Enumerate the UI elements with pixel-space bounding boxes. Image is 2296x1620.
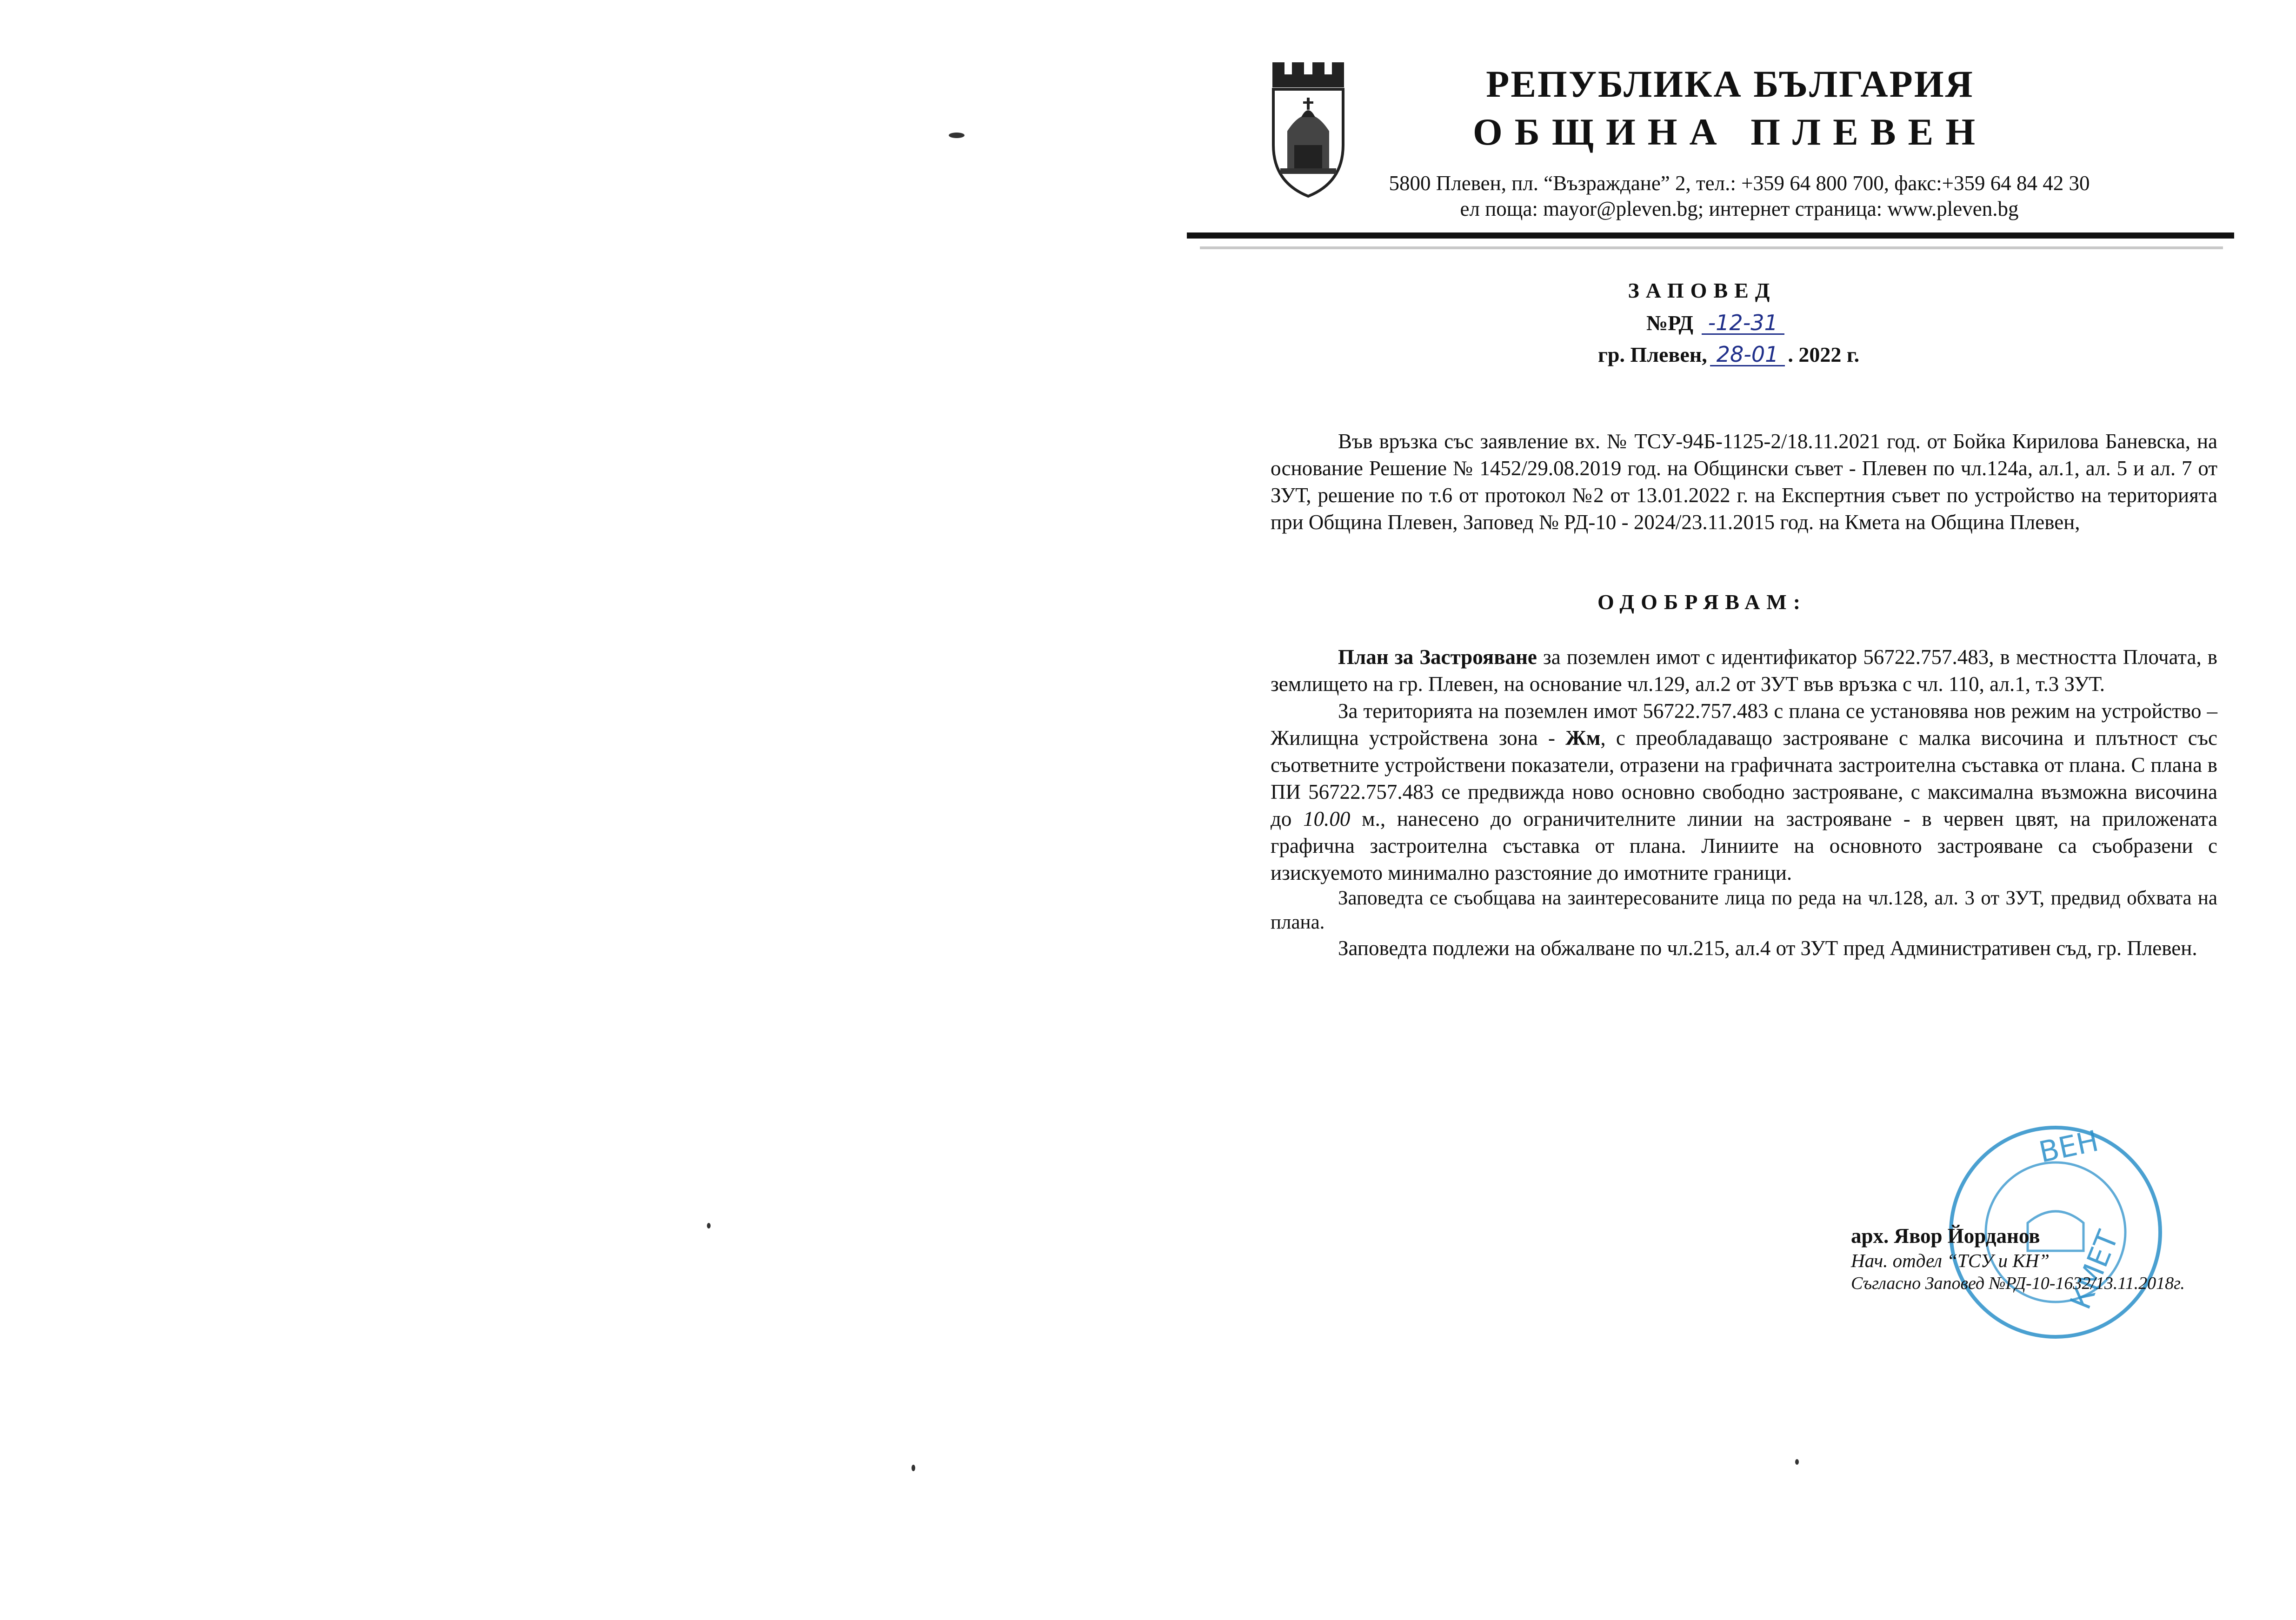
stamp-text-right: КМЕТ (2063, 1226, 2125, 1314)
decision-block (1271, 644, 2217, 962)
order-city-prefix: гр. Плевен, (1598, 343, 1707, 366)
preamble-block (1271, 428, 2217, 536)
scan-speck (949, 133, 965, 138)
zone-code-bold: Жм (1565, 726, 1601, 750)
preamble-text: Във връзка със заявление вх. № ТСУ-94Б-1125-2/18.11.2021 год. от Бойка Кирилова Баневска, на основание Решение № 1452/29.08.2019 год. на Общински съвет - Плевен по чл.124а, ал.1, ал. 5 и ал. 7 от ЗУТ, решение по т.6 от протокол №2 от 13.01.2022 г. на Експертния съвет по устройство на територията при Община Плевен, Заповед № РД-10 - 2024/23.11.2015 год. на Кмета на Община Плевен, (1271, 430, 2217, 534)
order-date-handwritten: 28-01 (1710, 344, 1785, 366)
signatory-authority: Съгласно Заповед №РД-10-1632/13.11.2018г. (1851, 1274, 2185, 1293)
max-height-value: 10.00 (1303, 807, 1351, 830)
scan-speck (707, 1223, 711, 1228)
header-address: 5800 Плевен, пл. “Възраждане” 2, тел.: +359 64 800 700, факс:+359 64 84 42 30 (1389, 172, 2090, 195)
header-title-republic: РЕПУБЛИКА БЪЛГАРИЯ (1486, 63, 1974, 105)
decision-paragraph-1-text: за поземлен имот с идентификатор 56722.757.483, в местността Плочата, в землището на гр. Плевен, на основание чл.129, ал.2 от ЗУТ във връзка с чл. 110, ал.1, т.3 ЗУТ. (1271, 645, 2218, 696)
pleven-coat-of-arms-logo (1269, 57, 1348, 201)
order-number-prefix: №РД (1646, 311, 1694, 335)
stamp-text-top: ВЕН (2036, 1123, 2102, 1169)
signature-block (1851, 1223, 2269, 1295)
decision-paragraph-2 (1271, 697, 2217, 886)
header-divider-thick (1187, 232, 2234, 239)
decision-paragraph-1 (1271, 644, 2217, 697)
order-date-line (1598, 342, 1859, 367)
notification-paragraph: Заповедта се съобщава на заинтересованите лица по реда на чл.128, ал. 3 от ЗУТ, предвид обхвата на плана. (1271, 887, 2217, 933)
decision-paragraph-2-part3: м., нанесено до ограничителните линии на застрояване - в червен цвят, на приложената графична застроителна съставка от плана. Линиите на основното застрояване са съобразени с изискуемото минимално разстояние до имотните граници. (1271, 807, 2217, 884)
scan-speck (912, 1465, 915, 1471)
header-contacts: ел поща: mayor@pleven.bg; интернет страница: www.pleven.bg (1460, 197, 2019, 220)
header-title-municipality: ОБЩИНА ПЛЕВЕН (1472, 111, 1988, 153)
signatory-name: арх. Явор Йорданов (1851, 1224, 2040, 1248)
order-number-handwritten: -12-31 (1702, 312, 1784, 335)
order-number (1646, 311, 1787, 335)
appeal-paragraph: Заповедта подлежи на обжалване по чл.215, ал.4 от ЗУТ пред Административен съд, гр. Плевен. (1338, 936, 2197, 960)
order-title: ЗАПОВЕД (1628, 279, 1777, 302)
plan-type-bold: План за Застрояване (1338, 645, 1537, 669)
scan-speck (1795, 1459, 1799, 1465)
signatory-position: Нач. отдел “ТСУ и КН” (1851, 1250, 2050, 1271)
order-year: . 2022 г. (1788, 343, 1860, 366)
approve-heading: ОДОБРЯВАМ: (1597, 590, 1807, 614)
decision-paragraph-2-part2: , с преобладаващо застрояване с малка височина и плътност със съответните устройствени показатели, отразени на графичната застроителна съставка от плана. С плана в ПИ 56722.757.483 се предвижда ново основно свободно застрояване, с максимална възможна височина до (1271, 726, 2218, 830)
header-divider-thin (1200, 246, 2223, 249)
decision-paragraph-2-part1: За територията на поземлен имот 56722.757.483 с плана се установява нов режим на устройство – Жилищна устройствена зона - (1271, 699, 2217, 750)
